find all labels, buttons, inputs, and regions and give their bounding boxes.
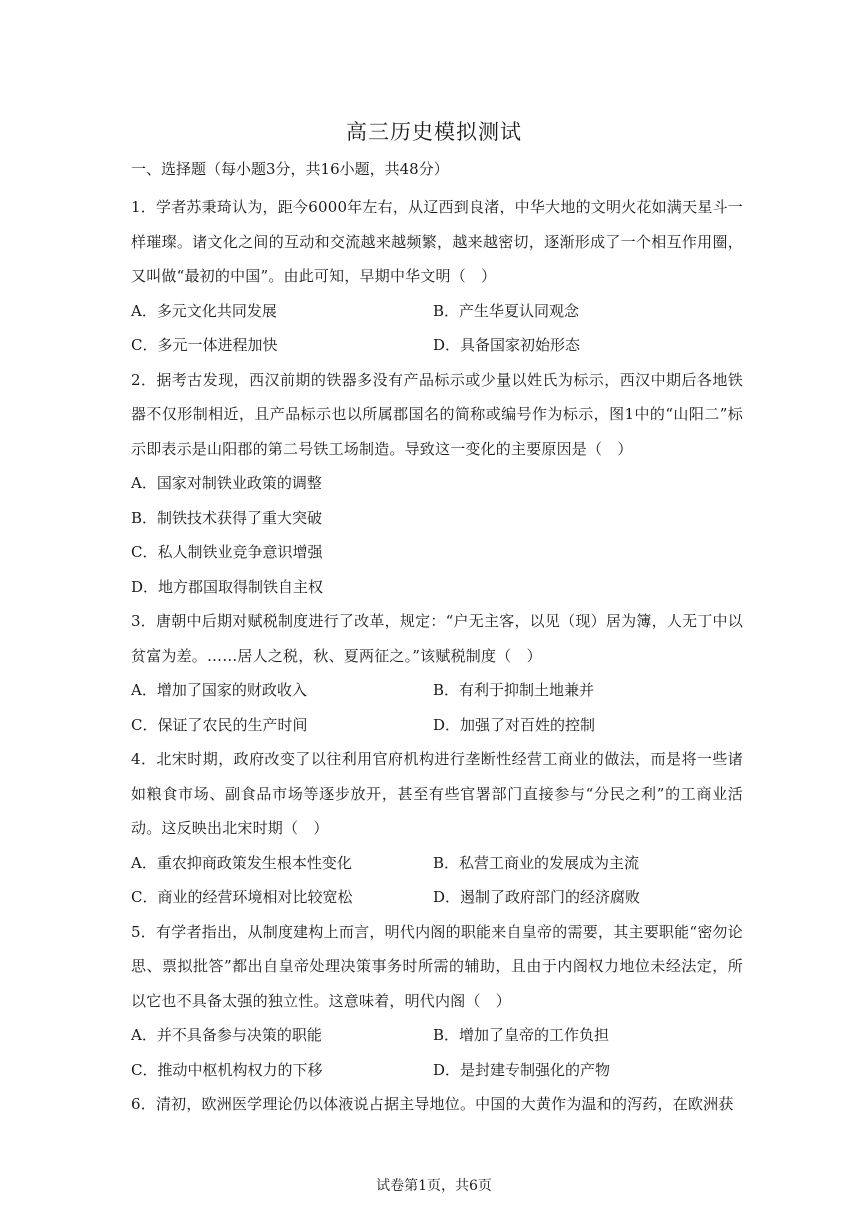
question-3-options-row-1 <box>131 673 743 708</box>
question-1-option-b: B．产生华夏认同观念 <box>433 301 580 320</box>
question-3-option-a: A．增加了国家的财政收入 <box>131 681 307 699</box>
question-5-option-b: B．增加了皇帝的工作负担 <box>433 1026 610 1044</box>
question-6-stem: 6．清初，欧洲医学理论仍以体液说占据主导地位。中国的大黄作为温和的泻药，在欧洲获 <box>131 1095 734 1113</box>
question-4-options-row-1 <box>131 846 743 881</box>
page-footer: 试卷第1页，共6页 <box>376 1178 492 1194</box>
question-3-option-c: C．保证了农民的生产时间 <box>131 715 308 734</box>
question-1-option-d: D．具备国家初始形态 <box>433 336 581 354</box>
question-2-option-b: B．制铁技术获得了重大突破 <box>131 508 323 527</box>
question-5-option-d: D．是封建专制强化的产物 <box>433 1060 611 1079</box>
question-5-option-c: C．推动中枢机构权力的下移 <box>131 1060 323 1079</box>
question-3-option-b: B．有利于抑制土地兼并 <box>433 681 595 699</box>
question-3-stem: 3．唐朝中后期对赋税制度进行了改革，规定：“户无主客，以见（现）居为簿，人无丁中以贫富为差。……居人之税，秋、夏两征之。”该赋税制度（ ） <box>131 612 743 665</box>
question-2-stem: 2．据考古发现，西汉前期的铁器多没有产品标示或少量以姓氏为标示，西汉中期后各地铁器不仅形制相近，且产品标示也以所属郡国名的简称或编号作为标示，图1中的“山阳二”标示即表示是山阳郡的第二号铁工场制造。导致这一变化的主要原因是（ ） <box>131 370 743 458</box>
question-4-options-row-2 <box>131 880 743 915</box>
section-heading: 一、选择题（每小题3分，共16小题，共48分） <box>131 160 449 178</box>
question-4-option-d: D．遏制了政府部门的经济腐败 <box>433 888 641 906</box>
question-3-options-row-2 <box>131 708 743 743</box>
question-5-options-row-1 <box>131 1018 743 1053</box>
question-1-options-row-1 <box>131 294 743 329</box>
question-2-option-c: C．私人制铁业竞争意识增强 <box>131 543 323 561</box>
question-2-option-a: A．国家对制铁业政策的调整 <box>131 474 322 492</box>
question-1-options-row-2 <box>131 328 743 363</box>
question-1-stem: 1．学者苏秉琦认为，距今6000年左右，从辽西到良渚，中华大地的文明火花如满天星斗一样璀璨。诸文化之间的互动和交流越来越频繁，越来越密切，逐渐形成了一个相互作用圈，又叫做“最初的中国”。由此可知，早期中华文明（ ） <box>131 198 743 285</box>
question-list <box>131 190 743 1122</box>
question-4-option-a: A．重农抑商政策发生根本性变化 <box>131 853 352 872</box>
question-2-option-d: D．地方郡国取得制铁自主权 <box>131 577 324 596</box>
question-5-stem: 5．有学者指出，从制度建构上而言，明代内阁的职能来自皇帝的需要，其主要职能“密勿论思、票拟批答”都出自皇帝处理决策事务时所需的辅助，且由于内阁权力地位未经法定，所以它也不具备太强的独立性。这意味着，明代内阁（ ） <box>131 922 743 1010</box>
question-4-option-b: B．私营工商业的发展成为主流 <box>433 853 640 872</box>
question-1-option-c: C．多元一体进程加快 <box>131 336 278 354</box>
question-4-option-c: C．商业的经营环境相对比较宽松 <box>131 888 353 906</box>
question-4-stem: 4．北宋时期，政府改变了以往利用官府机构进行垄断性经营工商业的做法，而是将一些诸如粮食市场、副食品市场等逐步放开，甚至有些官署部门直接参与“分民之利”的工商业活动。这反映出北宋时期（ ） <box>131 750 743 837</box>
question-3-option-d: D．加强了对百姓的控制 <box>433 715 596 734</box>
question-5-option-a: A．并不具备参与决策的职能 <box>131 1026 322 1044</box>
question-1-option-a: A．多元文化共同发展 <box>131 301 277 320</box>
page-title: 高三历史模拟测试 <box>346 120 522 144</box>
question-5-options-row-2 <box>131 1053 743 1088</box>
